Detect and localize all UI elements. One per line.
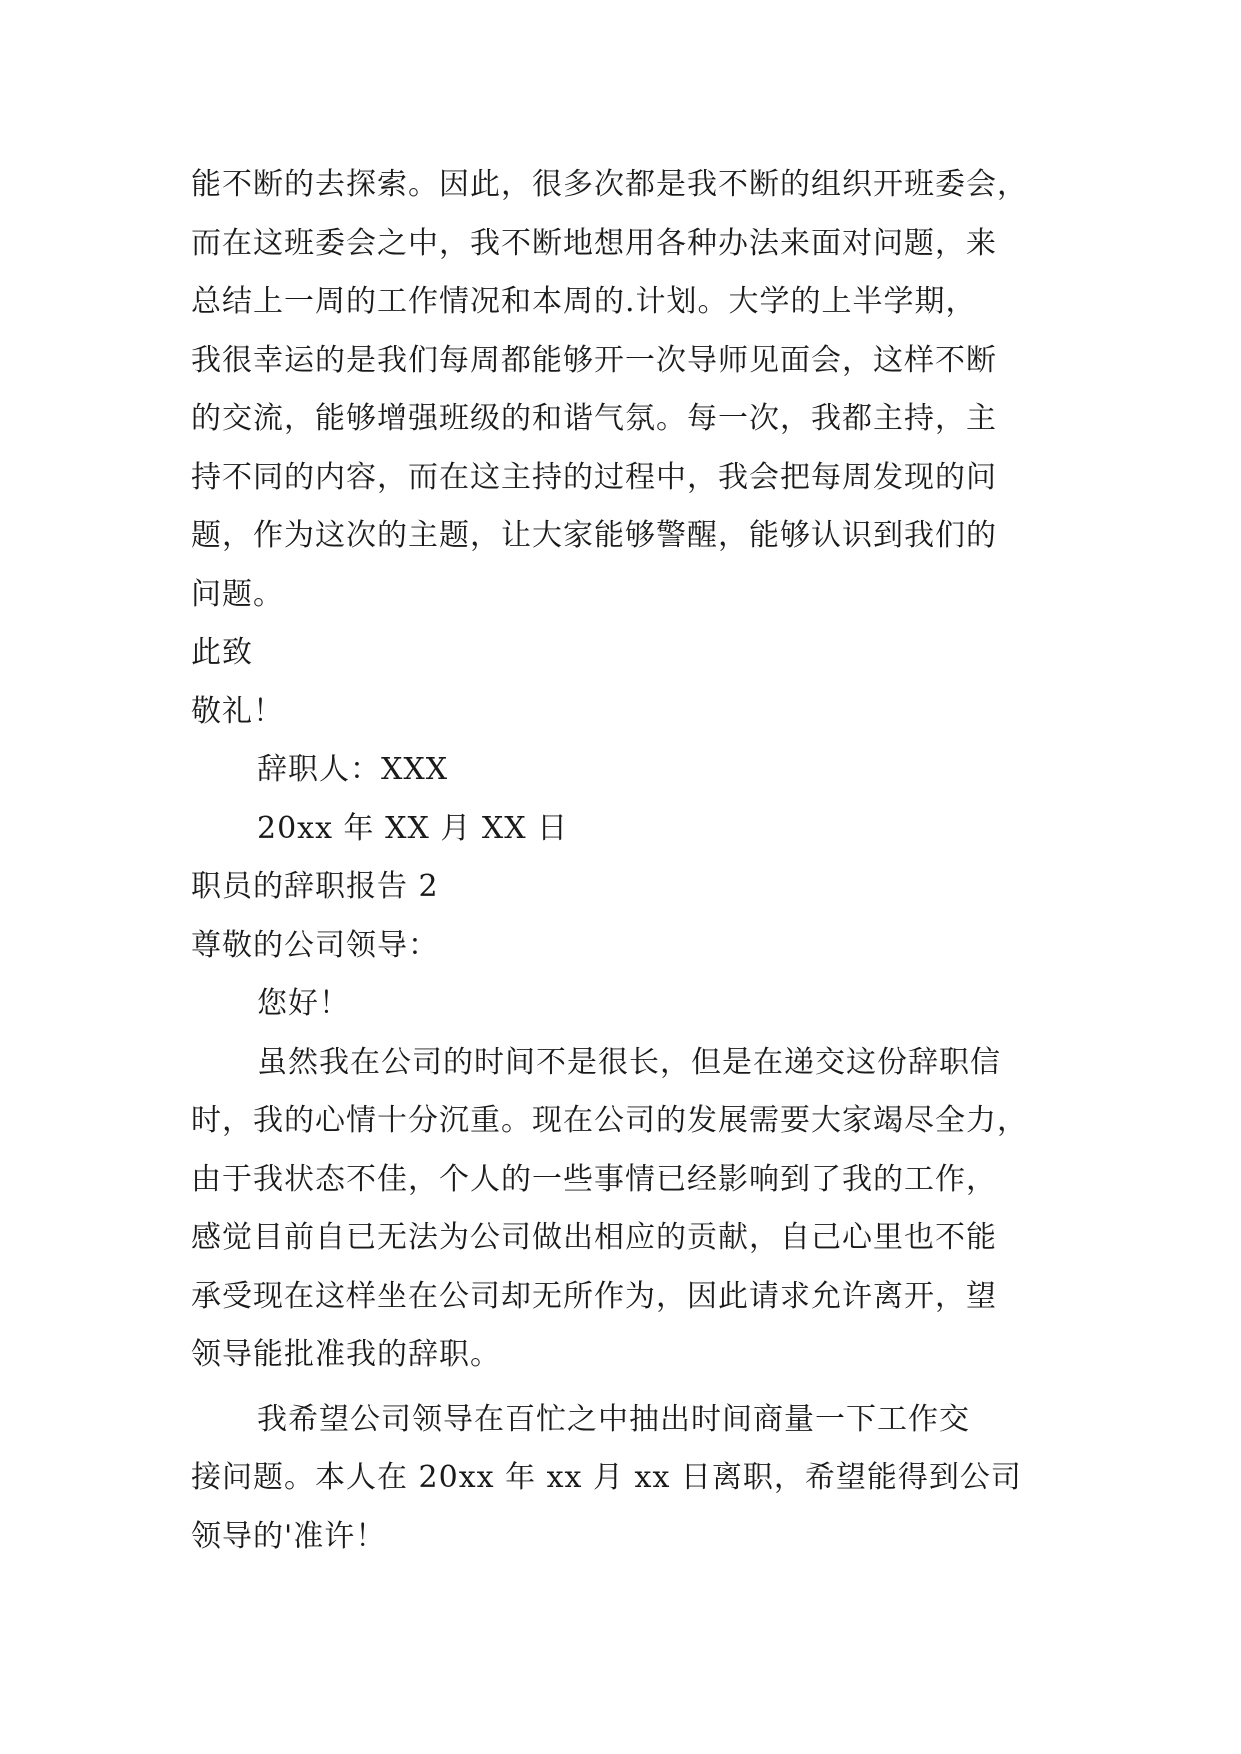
closing-line-1: 此致: [191, 635, 253, 670]
text-line: 领导能批准我的辞职。: [191, 1337, 501, 1372]
text-line: 我很幸运的是我们每周都能够开一次导师见面会，这样不断: [191, 342, 997, 378]
text-line: 题，作为这次的主题，让大家能够警醒，能够认识到我们的: [191, 518, 997, 553]
text-line: 总结上一周的工作情况和本周的.计划。大学的上半学期，: [191, 284, 977, 319]
text-line: 我希望公司领导在百忙之中抽出时间商量一下工作交: [257, 1401, 970, 1437]
text-line: 感觉目前自已无法为公司做出相应的贡献，自己心里也不能: [191, 1220, 997, 1255]
text-line: 虽然我在公司的时间不是很长，但是在递交这份辞职信: [257, 1044, 1001, 1080]
salutation: 尊敬的公司领导：: [191, 927, 439, 963]
text-line: 时，我的心情十分沉重。现在公司的发展需要大家竭尽全力，: [191, 1103, 1028, 1138]
closing-line-2: 敬礼！: [191, 693, 284, 729]
signer-line: 辞职人：XXX: [257, 752, 449, 787]
paragraph-2: [191, 1034, 1071, 1385]
section-title: 职员的辞职报告 2: [191, 869, 439, 904]
text-line: 而在这班委会之中，我不断地想用各种办法来面对问题，来: [191, 225, 997, 261]
text-line: 由于我状态不佳，个人的一些事情已经影响到了我的工作，: [191, 1161, 997, 1197]
text-line: 承受现在这样坐在公司却无所作为，因此请求允许离开，望: [191, 1278, 997, 1314]
text-line: 能不断的去探索。因此，很多次都是我不断的组织开班委会，: [191, 167, 1028, 202]
text-line: 接问题。本人在 20xx 年 xx 月 xx 日离职，希望能得到公司: [191, 1460, 1022, 1495]
text-line: 领导的'准许！: [191, 1518, 387, 1554]
date-line: 20xx 年 XX 月 XX 日: [257, 810, 569, 846]
paragraph-3: [191, 1391, 1071, 1567]
text-line: 问题。: [191, 576, 284, 612]
text-line: 的交流，能够增强班级的和谐气氛。每一次，我都主持，主: [191, 401, 997, 436]
greeting: 您好！: [257, 986, 350, 1021]
paragraph-1: [191, 156, 1071, 624]
text-line: 持不同的内容，而在这主持的过程中，我会把每周发现的问: [191, 459, 997, 495]
letter-body: [191, 156, 1071, 1566]
